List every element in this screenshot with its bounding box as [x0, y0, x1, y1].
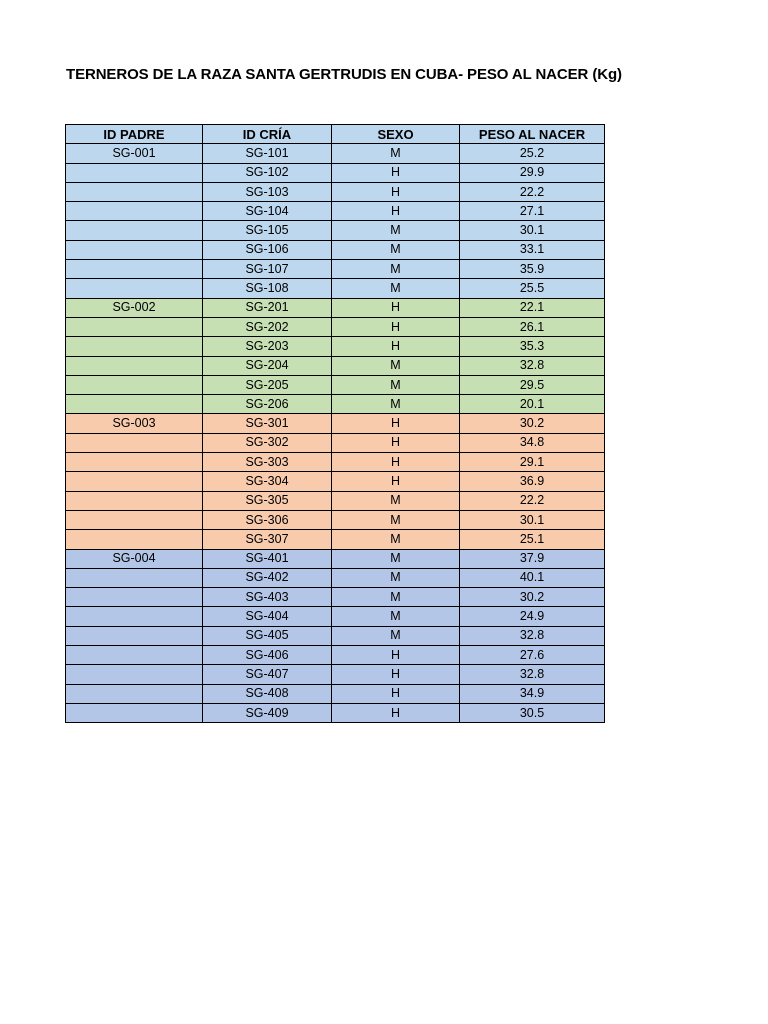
cell-sexo: M [332, 549, 460, 568]
cell-id-padre: SG-001 [66, 144, 203, 163]
cell-id-cria: SG-407 [203, 665, 332, 684]
cell-peso-al-nacer: 33.1 [460, 240, 605, 259]
cell-peso-al-nacer: 27.1 [460, 202, 605, 221]
table-row [66, 646, 605, 665]
cell-id-cria: SG-203 [203, 337, 332, 356]
cell-id-cria: SG-205 [203, 375, 332, 394]
cell-id-padre [66, 337, 203, 356]
table-row [66, 240, 605, 259]
cell-id-cria: SG-104 [203, 202, 332, 221]
cell-peso-al-nacer: 26.1 [460, 317, 605, 336]
cell-peso-al-nacer: 24.9 [460, 607, 605, 626]
cell-id-cria: SG-201 [203, 298, 332, 317]
header-peso-al-nacer: PESO AL NACER [460, 125, 605, 144]
cell-id-padre [66, 684, 203, 703]
table-row [66, 202, 605, 221]
cell-peso-al-nacer: 34.9 [460, 684, 605, 703]
cell-id-cria: SG-108 [203, 279, 332, 298]
cell-sexo: H [332, 298, 460, 317]
table-row [66, 607, 605, 626]
cell-id-padre: SG-003 [66, 414, 203, 433]
cell-id-cria: SG-402 [203, 568, 332, 587]
table-row [66, 395, 605, 414]
cell-sexo: H [332, 414, 460, 433]
cell-sexo: H [332, 433, 460, 452]
table-row [66, 260, 605, 279]
cell-sexo: M [332, 221, 460, 240]
cell-sexo: M [332, 607, 460, 626]
cell-id-cria: SG-206 [203, 395, 332, 414]
table-row [66, 472, 605, 491]
cell-sexo: H [332, 703, 460, 722]
cell-sexo: M [332, 395, 460, 414]
cell-id-padre [66, 240, 203, 259]
cell-id-cria: SG-404 [203, 607, 332, 626]
cell-peso-al-nacer: 30.5 [460, 703, 605, 722]
cell-id-padre [66, 395, 203, 414]
cell-id-cria: SG-105 [203, 221, 332, 240]
cell-sexo: H [332, 646, 460, 665]
cell-peso-al-nacer: 35.3 [460, 337, 605, 356]
cell-id-cria: SG-202 [203, 317, 332, 336]
cell-peso-al-nacer: 32.8 [460, 356, 605, 375]
table-row [66, 684, 605, 703]
cell-peso-al-nacer: 29.5 [460, 375, 605, 394]
cell-peso-al-nacer: 25.1 [460, 530, 605, 549]
cell-id-padre [66, 626, 203, 645]
table-row [66, 433, 605, 452]
table-row [66, 298, 605, 317]
table-row [66, 144, 605, 163]
cell-id-cria: SG-306 [203, 510, 332, 529]
header-id-cria: ID CRÍA [203, 125, 332, 144]
cell-id-padre [66, 646, 203, 665]
cell-peso-al-nacer: 32.8 [460, 665, 605, 684]
cell-sexo: M [332, 144, 460, 163]
cell-sexo: M [332, 510, 460, 529]
cell-sexo: M [332, 356, 460, 375]
cell-id-padre [66, 279, 203, 298]
cell-sexo: H [332, 337, 460, 356]
cell-id-padre [66, 433, 203, 452]
cell-sexo: H [332, 472, 460, 491]
cell-id-cria: SG-101 [203, 144, 332, 163]
cell-sexo: H [332, 453, 460, 472]
table-row [66, 337, 605, 356]
cell-id-cria: SG-103 [203, 182, 332, 201]
cell-peso-al-nacer: 32.8 [460, 626, 605, 645]
cell-id-cria: SG-307 [203, 530, 332, 549]
cell-peso-al-nacer: 25.2 [460, 144, 605, 163]
cell-id-padre [66, 317, 203, 336]
table-row [66, 221, 605, 240]
table-row [66, 414, 605, 433]
cell-sexo: H [332, 317, 460, 336]
header-sexo: SEXO [332, 125, 460, 144]
cell-sexo: H [332, 163, 460, 182]
cell-id-padre [66, 491, 203, 510]
cell-id-cria: SG-107 [203, 260, 332, 279]
cell-sexo: M [332, 375, 460, 394]
table-row [66, 588, 605, 607]
cell-peso-al-nacer: 30.2 [460, 588, 605, 607]
cell-peso-al-nacer: 29.9 [460, 163, 605, 182]
table-row [66, 163, 605, 182]
table-row [66, 549, 605, 568]
table-row [66, 510, 605, 529]
cell-id-cria: SG-405 [203, 626, 332, 645]
cell-id-padre [66, 202, 203, 221]
table-row [66, 491, 605, 510]
cell-peso-al-nacer: 25.5 [460, 279, 605, 298]
cell-sexo: M [332, 279, 460, 298]
cell-id-padre [66, 530, 203, 549]
cell-id-padre: SG-002 [66, 298, 203, 317]
cell-id-padre [66, 260, 203, 279]
cell-id-padre [66, 356, 203, 375]
cell-peso-al-nacer: 27.6 [460, 646, 605, 665]
cell-peso-al-nacer: 40.1 [460, 568, 605, 587]
cell-id-padre: SG-004 [66, 549, 203, 568]
cell-sexo: M [332, 588, 460, 607]
cell-peso-al-nacer: 20.1 [460, 395, 605, 414]
cell-id-padre [66, 453, 203, 472]
table-row [66, 453, 605, 472]
cell-id-padre [66, 607, 203, 626]
cell-peso-al-nacer: 35.9 [460, 260, 605, 279]
table-row [66, 317, 605, 336]
table-row [66, 356, 605, 375]
cell-peso-al-nacer: 37.9 [460, 549, 605, 568]
table-row [66, 182, 605, 201]
cell-id-cria: SG-204 [203, 356, 332, 375]
table-header-row [66, 125, 605, 144]
cell-peso-al-nacer: 30.1 [460, 221, 605, 240]
cell-id-cria: SG-301 [203, 414, 332, 433]
cell-id-padre [66, 568, 203, 587]
cell-sexo: M [332, 260, 460, 279]
cell-sexo: M [332, 491, 460, 510]
cell-id-padre [66, 588, 203, 607]
cell-id-cria: SG-302 [203, 433, 332, 452]
calves-table [65, 124, 605, 723]
cell-id-padre [66, 163, 203, 182]
cell-sexo: M [332, 530, 460, 549]
cell-id-cria: SG-305 [203, 491, 332, 510]
table-row [66, 375, 605, 394]
cell-id-cria: SG-409 [203, 703, 332, 722]
cell-id-padre [66, 703, 203, 722]
cell-sexo: H [332, 182, 460, 201]
header-id-padre: ID PADRE [66, 125, 203, 144]
cell-peso-al-nacer: 30.1 [460, 510, 605, 529]
table-body [66, 144, 605, 723]
cell-id-cria: SG-102 [203, 163, 332, 182]
table-row [66, 279, 605, 298]
cell-peso-al-nacer: 34.8 [460, 433, 605, 452]
cell-id-padre [66, 221, 203, 240]
document-title: TERNEROS DE LA RAZA SANTA GERTRUDIS EN CUBA- PESO AL NACER (Kg) [66, 66, 622, 83]
cell-id-cria: SG-408 [203, 684, 332, 703]
cell-id-cria: SG-406 [203, 646, 332, 665]
cell-peso-al-nacer: 36.9 [460, 472, 605, 491]
cell-sexo: H [332, 665, 460, 684]
cell-sexo: M [332, 240, 460, 259]
cell-sexo: H [332, 684, 460, 703]
table-row [66, 703, 605, 722]
cell-sexo: M [332, 568, 460, 587]
cell-id-padre [66, 375, 203, 394]
cell-id-padre [66, 182, 203, 201]
cell-sexo: M [332, 626, 460, 645]
cell-sexo: H [332, 202, 460, 221]
cell-id-padre [66, 665, 203, 684]
cell-id-cria: SG-403 [203, 588, 332, 607]
cell-id-padre [66, 472, 203, 491]
cell-id-cria: SG-303 [203, 453, 332, 472]
table-row [66, 530, 605, 549]
table-row [66, 626, 605, 645]
cell-peso-al-nacer: 22.2 [460, 182, 605, 201]
cell-id-cria: SG-106 [203, 240, 332, 259]
cell-id-padre [66, 510, 203, 529]
cell-peso-al-nacer: 30.2 [460, 414, 605, 433]
table-row [66, 665, 605, 684]
cell-id-cria: SG-304 [203, 472, 332, 491]
cell-peso-al-nacer: 29.1 [460, 453, 605, 472]
cell-peso-al-nacer: 22.1 [460, 298, 605, 317]
cell-peso-al-nacer: 22.2 [460, 491, 605, 510]
cell-id-cria: SG-401 [203, 549, 332, 568]
table-row [66, 568, 605, 587]
